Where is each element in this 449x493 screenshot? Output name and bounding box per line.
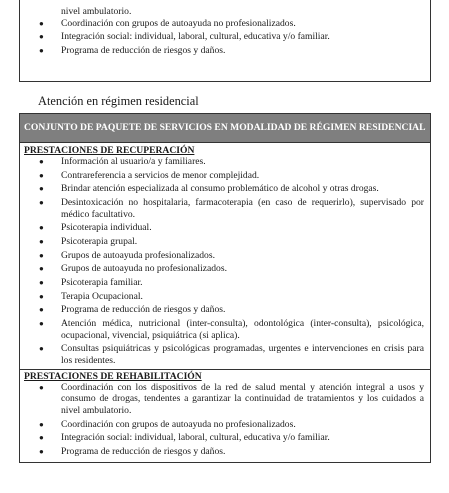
bullet-icon: ●: [39, 45, 44, 55]
bullet-icon: ●: [39, 157, 44, 166]
list-item: ● Brindar atención especializada al consumo problemático de alcohol y otras drogas.: [39, 183, 379, 195]
list-item: ● Coordinación con los dispositivos de la red de salud mental y atención integral a usos y consumo de drogas, tendentes a garantizar la continuidad de tratamientos y los cuidados a nivel ambulatorio.: [39, 381, 424, 416]
bullet-icon: ●: [39, 170, 44, 180]
bullet-icon: ●: [39, 264, 44, 274]
list-item: ● Coordinación con grupos de autoayuda no profesionalizados.: [39, 17, 296, 29]
bullet-icon: ●: [39, 344, 44, 354]
bullet-icon: ●: [39, 198, 44, 208]
bullet-icon: ●: [39, 18, 44, 28]
continuation-text: nivel ambulatorio.: [61, 6, 132, 17]
bullet-icon: ●: [39, 382, 44, 392]
bullet-icon: ●: [39, 278, 44, 288]
services-table: [19, 113, 431, 463]
list-item: ● Programa de reducción de riesgos y daños.: [39, 445, 226, 457]
recuperacion-list: [20, 156, 430, 367]
top-bullet-list: [20, 18, 430, 57]
recuperacion-title: PRESTACIONES DE RECUPERACIÓN: [24, 145, 195, 156]
list-item: ● Grupos de autoayuda no profesionalizados.: [39, 263, 227, 275]
bullet-icon: ●: [39, 223, 44, 233]
list-item: ● Programa de reducción de riesgos y daños.: [39, 44, 226, 56]
bullet-icon: ●: [39, 446, 44, 456]
list-item: ● Consultas psiquiátricas y psicológicas programadas, urgentes e intervenciones en crisis para los residentes.: [39, 343, 424, 367]
bullet-icon: ●: [39, 305, 44, 315]
top-continuation-table: [19, 0, 431, 82]
bullet-icon: ●: [39, 319, 44, 329]
bullet-icon: ●: [39, 433, 44, 443]
list-item: ● Programa de reducción de riesgos y daños.: [39, 304, 226, 316]
list-item: ● Psicoterapia grupal.: [39, 236, 138, 248]
bullet-icon: ●: [39, 32, 44, 42]
list-item: ● Grupos de autoayuda profesionalizados.: [39, 249, 215, 261]
list-item: ● Coordinación con grupos de autoayuda no profesionalizados.: [39, 418, 296, 430]
table-header: CONJUNTO DE PAQUETE DE SERVICIOS EN MODALIDAD DE RÉGIMEN RESIDENCIAL: [20, 114, 430, 143]
bullet-icon: ●: [39, 237, 44, 247]
list-item: ● Terapia Ocupacional.: [39, 290, 143, 302]
list-item: ● Desintoxicación no hospitalaria, farmacoterapia (en caso de requerirlo), supervisado por médico facultativo.: [39, 197, 424, 220]
list-item: ● Psicoterapia individual.: [39, 222, 152, 234]
bullet-icon: ●: [39, 184, 44, 194]
list-item: ● Contrareferencia a servicios de menor complejidad.: [39, 169, 260, 181]
list-item: ● Integración social: individual, laboral, cultural, educativa y/o familiar.: [39, 432, 330, 444]
bullet-icon: ●: [39, 250, 44, 260]
bullet-icon: ●: [39, 291, 44, 301]
rehabilitacion-list: [20, 382, 430, 458]
list-item: ● Información al usuario/a y familiares.: [39, 156, 206, 167]
list-item: ● Integración social: individual, laboral, cultural, educativa y/o familiar.: [39, 31, 330, 43]
bullet-icon: ●: [39, 419, 44, 429]
list-item: ● Atención médica, nutricional (inter-consulta), odontológica (inter-consulta), psicológica, ocupacional, vivencial, psiquiátrica (si aplica).: [39, 318, 424, 341]
list-item: ● Psicoterapia familiar.: [39, 277, 143, 289]
section-heading: Atención en régimen residencial: [38, 94, 199, 108]
rehabilitacion-title: PRESTACIONES DE REHABILITACIÓN: [20, 369, 430, 382]
